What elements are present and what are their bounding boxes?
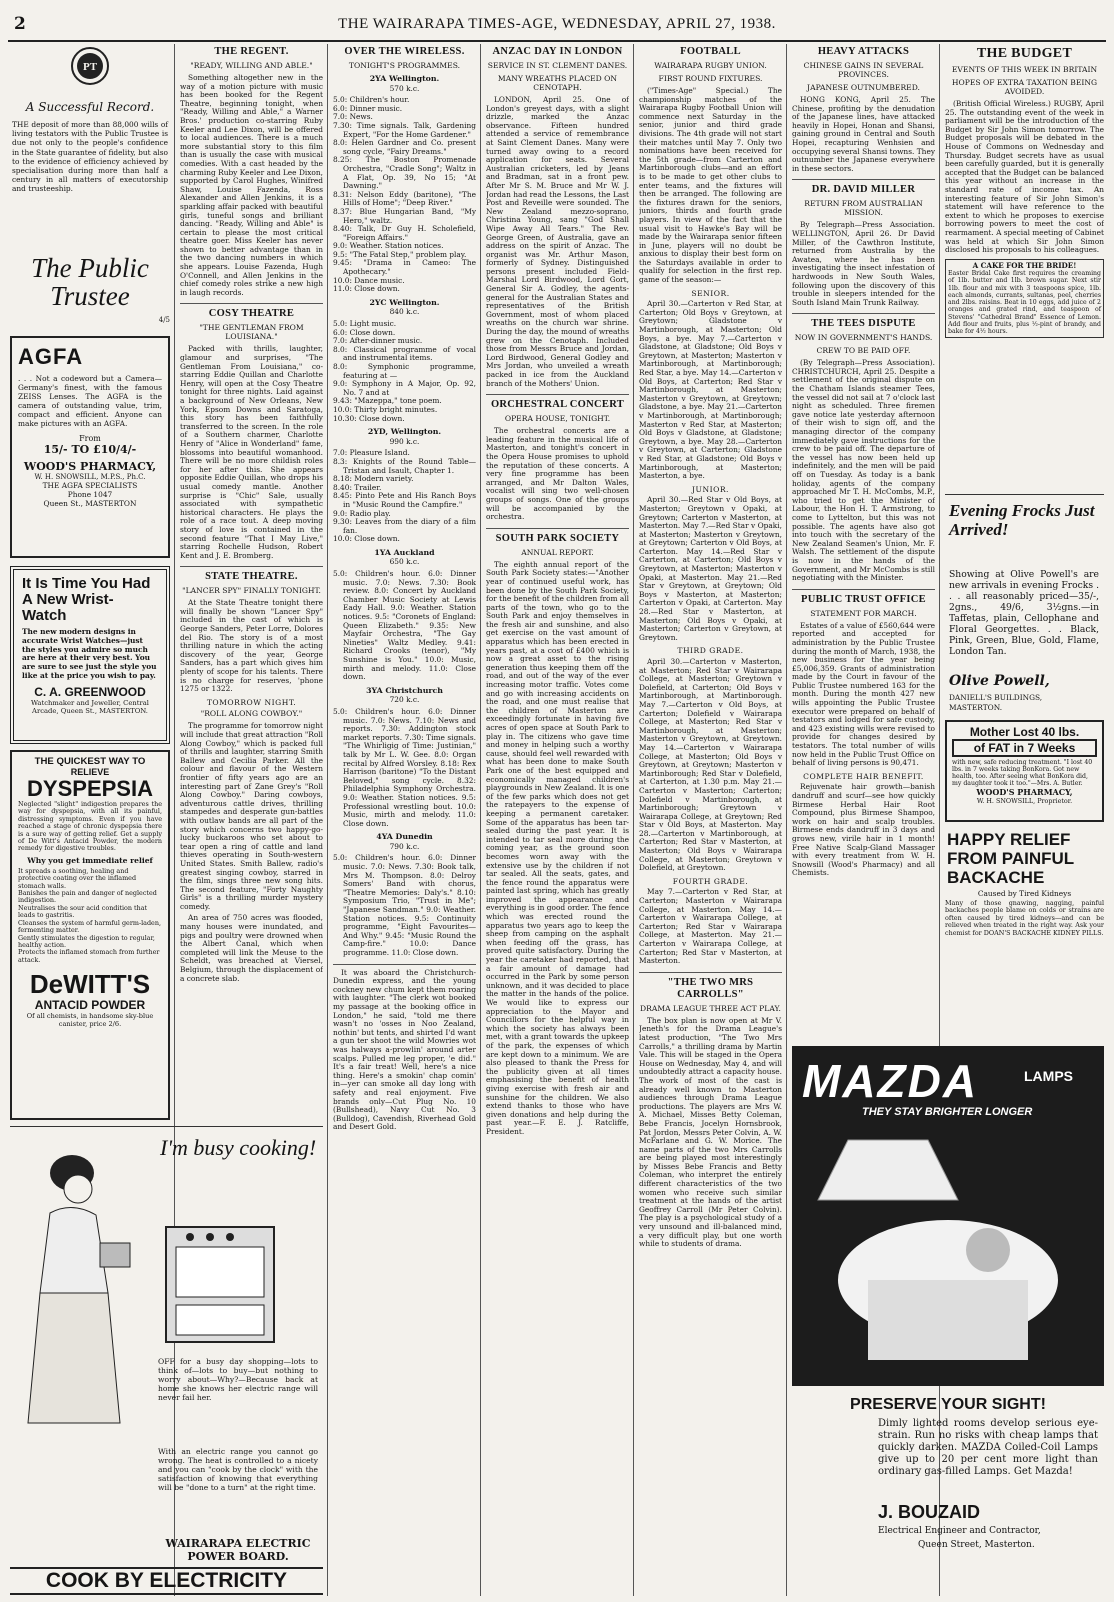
fourth-fixtures: May 7.—Carterton v Red Star, at Carterton; Masterton v Wairarapa College, at Masterton. May 14.—Carterton v Wairarapa College, at Carterton; Red Star v Wairarapa College, at Masterton. May 21.—Carterton v Wairarapa College, at Carterton; Red Star v Masterton, at Masterton.	[639, 887, 782, 966]
wireless-dek: TONIGHT'S PROGRAMMES.	[348, 61, 461, 70]
programme-item: 10.30: Close down.	[333, 413, 405, 423]
state-sub: TOMORROW NIGHT.	[206, 697, 297, 707]
electric-range-icon	[160, 1217, 280, 1347]
divider	[486, 394, 629, 395]
dyspepsia-word: DYSPEPSIA	[27, 776, 153, 801]
electric-body2: With an electric range you cannot go wrong. The heat is controlled to a nicety and you can "cook by the clock" with the satisfaction of knowing that everything will be "done to a turn" at the right time.	[158, 1447, 318, 1492]
watch-body: The new modern designs in accurate Wrist Watches—just the styles you admire so much are here at their very best. You are sure to see just the style you like at the price you wish to pay.	[22, 627, 157, 680]
heavy-dek2: JAPANESE OUTNUMBERED.	[807, 83, 920, 92]
programme-item: 10.0: Dance music.	[333, 275, 405, 285]
agfa-tag: THE AGFA SPECIALISTS	[42, 481, 138, 490]
state-title: STATE THEATRE.	[205, 571, 298, 583]
anzac-title: ANZAC DAY IN LONDON	[492, 46, 623, 57]
programme-item: 7.0: News.	[333, 112, 373, 122]
station-name: 3YA Christchurch	[366, 685, 443, 695]
divider	[180, 566, 323, 567]
station-name: 1YA Auckland	[374, 547, 435, 557]
mazda-sub1: Electrical Engineer and Contractor,	[878, 1526, 1041, 1536]
anzac-dek2: MANY WREATHS PLACED ON CENOTAPH.	[497, 74, 618, 92]
budget-dek: EVENTS OF THIS WEEK IN BRITAIN	[951, 65, 1098, 74]
dewitts-foot: Of all chemists, in handsome sky-blue canister, price 2/6.	[26, 1012, 154, 1029]
backache-head: HAPPY RELIEF FROM PAINFUL BACKACHE	[947, 830, 1074, 887]
programme-item: 7.0: Pleasure Island.	[333, 448, 410, 458]
regent-title: THE REGENT.	[214, 46, 289, 57]
trustee-code: 4/5	[158, 316, 170, 324]
southpark-dek: ANNUAL REPORT.	[521, 547, 594, 557]
watch-sub: Watchmaker and Jeweller, Central Arcade, Queen St., MASTERTON.	[31, 698, 149, 715]
carrolls-dek: DRAMA LEAGUE THREE ACT PLAY.	[640, 1003, 781, 1013]
mazda-lamps-ad	[792, 1046, 1104, 1596]
mazda-brand: MAZDA	[802, 1055, 979, 1107]
wristwatch-ad	[10, 566, 170, 744]
public-trustee-ad	[10, 46, 170, 331]
programme-item: 8.40: Talk, Dr Guy H. Scholefield, "Foreign Affairs."	[333, 224, 476, 242]
programme-item: 5.0: Light music.	[333, 319, 397, 329]
tees-dek: NOW IN GOVERNMENT'S HANDS.	[794, 333, 933, 343]
frocks-addr2: MASTERTON.	[949, 703, 1003, 712]
fourth-heading: FOURTH GRADE.	[672, 876, 749, 886]
column-rule	[786, 44, 787, 1596]
agfa-owner: W. H. SNOWSILL, M.P.S., Ph.C.	[34, 473, 146, 481]
junior-fixtures: April 30.—Red Star v Old Boys, at Masterton; Greytown v Opaki, at Greytown; Carterton v Masterton, at Masterton. May 7.—Red Star v Opaki, at Masterton; Masterton v Greytown, at Greytown; Carterton v Old Boys, at Carterton. May 14.—Red Star v Carterton, at Carterton; Old Boys v Greytown, at Masterton; Masterton v Opaki, at Masterton. May 21.—Red Star v Greytown, at Greytown; Old Boys v Masterton, at Masterton; Carterton v Opaki, at Carterton. May 28.—Red Star v Masterton, at Masterton; Old Boys v Opaki, at Masterton; Carterton v Greytown, at Greytown.	[639, 495, 782, 642]
electric-board: WAIRARAPA ELECTRIC POWER BOARD.	[165, 1537, 311, 1563]
electric-body1: OFF for a busy day shopping—lots to think of—lots to buy—but nothing to worry about—Why?—Because back at home she knows her electric range will never fail her.	[158, 1357, 318, 1402]
fat-body: with new, safe reducing treatment. "I lost 40 lbs. in 7 weeks taking BonKora. Got new health, too. After seeing what BonKora did, my daughter took it too."—Mrs. A. Butler.	[952, 759, 1093, 787]
state-body3: An area of 750 acres was flooded, many houses were inundated, and pigs and poultry were drowned when the Albert Canal, which when completed will link the Meuse to the Scheldt, was breached at Viersel, Belgium, through the displacement of a concrete slab.	[180, 913, 323, 983]
column-rule	[633, 44, 634, 1596]
fat-owner: W. H. SNOWSILL, Proprietor.	[976, 797, 1073, 805]
dyspepsia-points	[18, 868, 162, 964]
column-rule	[480, 44, 481, 1596]
budget-title: THE BUDGET	[976, 46, 1073, 61]
programme-item: 9.0: Radio play.	[333, 508, 391, 518]
state-dek2: "ROLL ALONG COWBOY."	[200, 709, 303, 719]
state-body2: The programme for tomorrow night will include that great attraction "Roll Along Cowboy," which is packed full of thrills and laughter, starring Smith Ballew and Cecilia Parker. All the colour and flavour of the Western frontier of fifty years ago are an interesting part of Zane Grey's "Roll Along Cowboy." Daring cowboys, adventurous cattle drives, thrilling stampedes and desperate gun-battles with outlaw bands are all part of the story which concerns two happy-go-lucky buckaroos who set about to tear open a ring of cattle and land thieves operating in South-western United States. Smith Ballew, radio's greatest singing cowboy, starred in the film, sings three new song hits. The second feature, "Forty Naughty Girls" is a thrilling murder mystery comedy.	[180, 721, 323, 911]
column-budget	[945, 44, 1104, 492]
cake-body: Easter Bridal Cake first requires the creaming of 1lb. butter and 1lb. brown sugar. Next stir 1lb. flour and mix with 3 teaspoons spice, 1lb. each almonds, currants, sultanas, peel, cherries and 2lbs. raisins. Beat in 10 eggs, add juice of 2 oranges and grated rind, and teaspoon of Stevens' "Cathedral Brand" Essence of Lemon. Add flour and fruits, plus ½-pint of brandy, and bake for 4½ hours.	[948, 270, 1101, 335]
agfa-price: 15/- TO £10/4/-	[43, 443, 137, 456]
mazda-head: PRESERVE YOUR SIGHT!	[850, 1396, 1046, 1413]
reading-lamp-illustration-icon	[808, 1130, 1088, 1380]
programme-item: 8.31: Nelson Eddy (baritone), "The Hills of Home"; "Deep River."	[333, 189, 476, 208]
frocks-script: Evening Frocks Just Arrived!	[949, 501, 1095, 539]
programme-item: 8.45: Pinto Pete and His Ranch Boys in "Music Round the Campfire."	[333, 491, 476, 509]
miller-body: By Telegraph—Press Association. WELLINGTON, April 26. Dr David Miller, of the Cawthron Institute, returned from Australia by the Awatea, where he has been investigating the insect infestation of hardwoods in New South Wales, following upon the discovery of this trouble in sleepers intended for the South Island Main Trunk Railway.	[792, 220, 935, 307]
station-frequency: 790 k.c.	[389, 841, 420, 851]
programme-item: 9.30: Leaves from the diary of a film fan.	[333, 517, 476, 535]
woman-illustration-icon	[10, 1133, 150, 1433]
frocks-name: Olive Powell,	[949, 673, 1050, 689]
watch-name: C. A. GREENWOOD	[34, 684, 146, 699]
fat-head2: of FAT in 7 Weeks	[952, 739, 1097, 757]
football-dek2: FIRST ROUND FIXTURES.	[658, 74, 763, 83]
programme-item: 7.0: After-dinner music.	[333, 336, 423, 346]
programme-item: 10.0: Thirty bright minutes.	[333, 404, 438, 414]
backache-sub: Caused by Tired Kidneys	[977, 889, 1072, 898]
programme-item: 5.0: Children's hour. 6.0: Dinner music. 7.0: News. 7.30: Book review. 8.0: Concert by Auckland Chamber Music Society at Lewis Eady Hall. 9.0: Weather. Station notices. 9.5: "Coronets of England: Queen Elizabeth." 9.35: New Mayfair Orchestra, "The Gay Nineties" Waltz Medley. 9.41: Richard Crooks (tenor), "My Sunshine is You." 10.0: Music, mirth and melody. 11.0: Close down.	[333, 569, 476, 682]
public-trustee-logo-icon	[70, 46, 110, 86]
state-dek: "LANCER SPY" FINALLY TONIGHT.	[182, 586, 321, 596]
junior-heading: JUNIOR.	[692, 484, 729, 494]
hair-body: Rejuvenate hair growth—banish dandruff and scurf—see how quickly Birmese Herbal Hair Root Compound, plus Birmese Shampoo, work on hair and scalp troubles. Birmese ends dandruff in 3 days and grows new, virile hair in 1 month! Free Native Scalp-Gland Massager with every treatment from W. H. Snowsill (Wood's Pharmacy) and all Chemists.	[792, 782, 935, 878]
programme-item: 9.43: "Mazeppa," tone poem.	[333, 396, 442, 406]
divider	[639, 972, 782, 973]
programme-item: 8.25: The Boston Promenade Orchestra, "Cradle Song"; Waltz in A Flat, Op. 39, No 15; "At Dawning."	[333, 155, 476, 191]
dewitts-product: ANTACID POWDER	[34, 998, 146, 1013]
frocks-addr1: DANIELL'S BUILDINGS,	[949, 693, 1043, 702]
programme-item: 8.18: Modern variety.	[333, 474, 414, 484]
southpark-body: The eighth annual report of the South Park Society states:—"Another year of continued useful work, has been done by the South Park Society, for the benefit of the children from all parts of the town, who go to the South Park and enjoy themselves in the fresh air and sunshine, and also get exercise on the vast amount of apparatus which has been erected in years past, at a cost of £400 which is now a great asset to the rising generation thus keeping them off the road, and out of the way of the ever increasing motor traffic. Votes come and go with increasing accidents on the road, and one must realise that the children of Masterton are exceedingly fortunate in having five acres of open space at South Park to play in. The citizens who gave time and money in helping such a worthy cause, should feel well rewarded with what has been done to make South Park one of the best equipped and economically managed children's playgrounds in New Zealand. It is one of the few parks which does not get the ratepayers to the expense of keeping a permanent caretaker. Some of the apparatus has been tar-sealed during the past year. It is intended to tar seal more during the coming year, as the ground soon becomes worn away with the extensive use by the children if not tar sealed. All the seats, gates, and the fence round the apparatus were painted last spring, which has greatly improved the appearance and everything is in good order. The fence which was erected round the apparatus two years ago to keep the sheep from camping on the asphalt when feeding off the grass, has proved quite satisfactory. During the year the caretaker had reported, that a fair amount of damage had occurred in the Park by some person unknown, and it was decided to place the matter in the hands of the police. We would like to express our appreciation to the Mayor and Councillors for the helpful way in which the society has always been met, with a grant towards the upkeep of the park, the expenses of which are kept down to a minimum. We are also pleased to thank the Press for the publicity given at all times emphasising the benefit of health giving exercise with fresh air and sunshine for the children. We also extend thanks to those who have given donations and help during the past year.—F. E. J. Ratcliffe, President.	[486, 559, 629, 1136]
mazda-body: Dimly lighted rooms develop serious eye-strain. Run no risks with cheap lamps that quickly darken. MAZDA Coiled-Coil Lamps give up to 20 per cent more light than ordinary gas-filled Lamps. Get Mazda!	[878, 1418, 1098, 1477]
dyspepsia-point: Gently stimulates the digestion to regular, healthy action.	[18, 933, 155, 949]
frocks-body: Showing at Olive Powell's are new arrivals in evening Frocks . . . all reasonably priced—35/-, 2gns., 49/6, 3½gns.—in Taffetas, plain, Cellophane and Floral Georgettes. . . Black, Pink, Green, Blue, Gold, Flame, London Tan.	[949, 569, 1099, 657]
column-wireless	[333, 44, 476, 1596]
programme-item: 9.0: Symphony in A Major, Op. 92, No. 7 and at	[333, 379, 476, 397]
miller-dek: RETURN FROM AUSTRALIAN MISSION.	[804, 199, 923, 218]
dyspepsia-point: It spreads a soothing, healing and protective coating over the inflamed stomach walls.	[18, 866, 137, 890]
agfa-from: From	[79, 434, 101, 443]
programme-item: 8.3: Knights of the Round Table—Tristan and Isault, Chapter 1.	[333, 456, 476, 475]
mazda-name: J. BOUZAID	[878, 1502, 981, 1522]
electric-range-ad	[10, 1126, 323, 1597]
trustee-heading: A Successful Record.	[25, 100, 155, 114]
station-frequency: 720 k.c.	[389, 695, 420, 705]
column-football	[639, 44, 782, 1596]
divider	[792, 313, 935, 314]
carrolls-title: "THE TWO MRS CARROLLS"	[667, 976, 754, 1000]
anzac-body: LONDON, April 25. One of London's greyest days, with a slight drizzle, marked the Anzac observance. Fifteen hundred attended a service of remembrance at Saint Clement Danes. Many were turned away owing to a record application for seats. Several Australian cricketers, led by Jeans and Bradman, sat in a front pew. After Mr S. M. Bruce and Mr W. J. Jordan had read the Lessons, the Last Post and Reveille were sounded. The New Zealand mezzo-soprano, Christina Young, sang "God Shall Wipe Away All Tears." The Rev. George Green, of Australia, gave an address on the spirit of Anzac. The organist was Mr. Arthur Mason, formerly of Sydney. Distinguished persons present included Field-Marshal Lord Birdwood, Lord Gort, General Sir A. Godley, the agents-general for the Australian States and representatives of the British Government, most of whom placed wreaths on the church war shrine. During the day, the mound of wreaths grew on the Cenotaph. Included those from Messrs Bruce and Jordan, Lord Birdwood, General Godley and Mrs Jordan, who unveiled a wreath packed in ice from the Auckland branch of the Mothers' Union.	[486, 95, 629, 388]
programme-item: 7.30: Time signals. Talk, Gardening Expert, "For the Home Gardener."	[333, 120, 476, 139]
carrolls-body: The box plan is now open at Mr V. Jeneth's for the Drama League's latest production, "The Two Mrs Carrolls," a thrilling drama by Martin Vale. This will be staged in the Opera House on Wednesday, May 4, and will undoubtedly attract a capacity house. The work of most of the cast is already well known to Masterton audiences through Drama League productions. The players are Mrs W. A. Michael, Misses Betty Coleman, Bebe Francis, Jocelyn Hornsbrook, Pat Jordon, Messrs Peter Colvin, A. W. McFarlane and G. W. Morice. The name parts of the two Mrs Carrolls are being played most interestingly by Misses Bebe Francis and Betty Coleman, who interpret the entirely different characteristics of the two women who receive such similar treatment at the hands of the artist Geoffrey Carroll (Mr Peter Colvin). The play is a psychological study of a very unsound and ill-balanced mind, a very difficult play, but one worth while to students of drama.	[639, 1015, 782, 1249]
mazda-sub2: Queen Street, Masterton.	[918, 1540, 1035, 1550]
evening-frocks-ad	[945, 494, 1104, 715]
tees-body: (By Telegraph—Press Association). CHRISTCHURCH, April 25. Despite a settlement of the original dispute on the Chatham Islands steamer Tees, the vessel did not sail at 7 o'clock last night as scheduled. Three firemen gave notice late yesterday afternoon of their wish to sign off, and the managing director of the company immediately gave instructions for the crew to be paid off. The departure of the vessel has now been held up indefinitely, and the men will be paid off on Tuesday. As today is a bank holiday, agents of the company approached Mr T. H. McCombs, M.P., who tried to get the Minister of Labour, the Hon H. T. Armstrong, to come to Lyttelton, but this was not possible. The agents have also got into touch with the secretary of the New Zealand Seamen's Union, Mr. F. Walsh. The settlement of the dispute is now in the hands of the Government, and Mr McCombs is still negotiating with the Minister.	[792, 358, 935, 583]
station-name: 2YA Wellington.	[369, 74, 440, 83]
programme-item: 5.0: Children's hour. 6.0: Dinner music. 7.0: News. 7.30: Book talk, Mrs M. Thompson. 8.0: Delroy Somers' Band with chorus, "Theatre Memories: Daly's." 8.10: Symposium Trio, "Trust in Me"; "Japanese Sandman." 9.0: Weather. Station notices. 9.5: Continuity programme, "Eight Favourites—And Why." 9.45: "Music Round the Camp-fire." 10.0: Dance programme. 11.0: Close down.	[333, 853, 476, 957]
heavy-title: HEAVY ATTACKS	[817, 46, 910, 57]
hair-heading: COMPLETE HAIR BENEFIT.	[803, 771, 924, 781]
football-dek: WAIRARAPA RUGBY UNION.	[654, 61, 767, 70]
programme-item: 10.0: Close down.	[333, 534, 400, 544]
programme-item: 11.0: Close down.	[333, 284, 400, 294]
divider	[180, 303, 323, 304]
anzac-dek: SERVICE IN ST. CLEMENT DANES.	[487, 61, 628, 70]
backache-body: Many of those gnawing, nagging, painful backaches people blame on colds or strains are often caused by tired kidneys—and can be relieved when treated in the right way. Ask your chemist for DOAN'S BACKACHE KIDNEY PILLS.	[945, 899, 1104, 937]
mazda-slogan: THEY STAY BRIGHTER LONGER	[862, 1106, 1033, 1118]
agfa-address: Queen St., MASTERTON	[43, 499, 137, 508]
dyspepsia-body: Neglected "slight" indigestion prepares the way for dyspepsia, with all its painful, distressing symptoms. Even if you have reached a stage of chronic dyspepsia there is a sure way of getting relief. Get a supply of De Witt's Antacid Powder, the modern remedy for digestive troubles.	[18, 800, 162, 853]
programme-item: 8.0: Symphonic programme, featuring at —	[333, 362, 476, 380]
station-name: 2YC Wellington.	[369, 297, 440, 307]
agfa-brand: AGFA	[18, 344, 84, 369]
cake-heading: A CAKE FOR THE BRIDE!	[972, 260, 1077, 270]
senior-heading: SENIOR.	[691, 288, 730, 298]
electric-banner: COOK BY ELECTRICITY	[10, 1567, 323, 1595]
station-frequency: 990 k.c.	[389, 436, 420, 446]
station-name: 4YA Dunedin	[376, 832, 433, 842]
station-list	[333, 75, 476, 958]
agfa-phone: Phone 1047	[67, 490, 113, 499]
trustee-name: The Public Trustee	[31, 253, 149, 311]
southpark-title: SOUTH PARK SOCIETY	[495, 532, 620, 544]
agfa-body: . . . Not a codeword but a Camera—Germany's finest, with the famous ZEISS Lenses. The AGFA is the camera of outstanding value, trim, compact and efficient. Anyone can make pictures with an AGFA.	[18, 374, 162, 428]
divider	[333, 964, 476, 965]
cake-box	[945, 259, 1104, 338]
backache-ad	[945, 830, 1104, 1030]
dyspepsia-point: Neutralises the sour acid condition that leads to gastritis.	[18, 903, 148, 920]
tees-title: THE TEES DISPUTE	[811, 318, 916, 330]
public-trustee-logo-text: PT	[82, 61, 98, 73]
publictrust-body: Estates of a value of £560,644 were reported and accepted for administration by the Public Trustee during the month of March, 1938, the new business for the year being £5,006,359. Grants of administration made by the Court in favour of the Public Trustee numbered 163 for the month. During the month 427 new wills appointing the Public Trustee executor were prepared on behalf of testators and lodged for safe custody, and 423 existing wills were revised to provide for changes desired by testators. The total number of wills now held in the Public Trust Office on behalf of living persons is 90,471.	[792, 620, 935, 768]
agfa-ad	[10, 336, 170, 558]
fat-shop: WOOD'S PHARMACY,	[976, 787, 1073, 797]
regent-body: Something altogether new in the way of a motion picture with music has been booked for the Regent Theatre, beginning tonight, when "Ready, Willing and Able," a Warner Bros.' production co-starring Ruby Keeler and Lee Dixon, will be offered to local audiences. There is a much more substantial story to this film than is usually the case with musical comedies. With a cast headed by the charming Ruby Keeler and Lee Dixon, supported by Carol Hughes, Winifred Shaw, Louise Fazenda, Ross Alexander and Allen Jenkins, it is a sparkling affair packed with beautiful girls, tuneful songs and brilliant dancing. "Ready, Willing and Able" is certain to please the most critical theatre goer. Miss Keeler has never shown to better advantage than in the two dancing numbers in which she appears. Louise Fazenda, Hugh O'Connell, and Allen Jenkins in the chief comedy roles strike a new high in laugh records.	[180, 73, 323, 297]
watch-headline: It Is Time You Had A New Wrist-Watch	[22, 575, 151, 624]
divider	[792, 179, 935, 180]
column-cables	[792, 44, 935, 1046]
football-body: ("Times-Age" Special.) The championship matches of the Wairarapa Rugby Football Union will commence next Saturday in the senior, junior and third grade divisions. The 4th grade will not start their matches until May 7. Only two nominations have been received for the 5th grade—from Carterton and Martinborough clubs—and an effort is to be made to get other clubs to enter teams, and the fixtures will then be arranged. The following are the fixtures drawn for the seniors, juniors, thirds and fourth grade players. In view of the fact that the usual visit to Hawke's Bay will be made by the Wairarapa senior fifteen in June, players will no doubt be anxious to display their best form on the Saturdays available in order to qualify for selection in the first rep. game of the season:—	[639, 86, 782, 285]
budget-body: (British Official Wireless.) RUGBY, April 25. The outstanding event of the week in parliament will be the introduction of the Budget by Sir John Simon tomorrow. The Budget proposals will be debated in the House of Commons on Wednesday and Thursday. Budget secrets have as usual been carefully guarded, but it is generally accepted that the Budget can be balanced this year without an increase in the standard rate of income tax. An interesting feature of Sir John Simon's statement will have reference to the extent to which he proposes to exercise borrowing powers to meet the cost of rearmament. A special meeting of Cabinet was held at which Sir John Simon disclosed his proposals to his colleagues.	[945, 99, 1104, 255]
divider	[486, 528, 629, 529]
miller-title: DR. DAVID MILLER	[811, 184, 916, 196]
orchestral-dek: OPERA HOUSE, TONIGHT.	[504, 414, 611, 424]
orchestral-title: ORCHESTRAL CONCERT	[490, 399, 625, 411]
dyspepsia-point: Cleanses the system of harmful germ-laden, fermenting matter.	[18, 918, 161, 935]
programme-item: 9.5: "The Fatal Step," problem play.	[333, 249, 467, 259]
third-heading: THIRD GRADE.	[677, 646, 744, 656]
cosy-title: COSY THEATRE	[208, 308, 295, 320]
programme-item: 9.0: Weather. Station notices.	[333, 241, 444, 251]
column-rule	[327, 44, 328, 1596]
programme-item: 8.37: Blue Hungarian Band, "My Hero," waltz.	[333, 206, 476, 225]
fat-head1: Mother Lost 40 lbs.	[969, 725, 1080, 739]
dyspepsia-point: Protects the inflamed stomach from further attack.	[18, 948, 160, 964]
masthead	[8, 12, 1106, 42]
tees-dek2: CREW TO BE PAID OFF.	[816, 346, 911, 356]
page-number: 2	[14, 14, 26, 34]
agfa-shop: WOOD'S PHARMACY,	[23, 460, 157, 473]
dewitts-brand: DeWITT'S	[29, 969, 151, 1000]
dyspepsia-why: Why you get immediate relief	[27, 855, 153, 865]
programme-item: 5.0: Children's hour.	[333, 95, 410, 105]
publictrust-title: PUBLIC TRUST OFFICE	[801, 593, 926, 605]
budget-dek2: HOPES OF EXTRA TAXATION BEING AVOIDED.	[951, 78, 1098, 96]
station-name: 2YD, Wellington.	[367, 427, 442, 437]
programme-item: 6.0: Close down.	[333, 327, 396, 337]
football-title: FOOTBALL	[680, 46, 741, 57]
station-frequency: 650 k.c.	[389, 557, 420, 567]
dyspepsia-ad	[10, 750, 170, 1120]
orchestral-body: The orchestral concerts are a leading feature in the musical life of Masterton, and tonight's concert in the Opera House promises to uphold the reputation of these concerts. A very fine programme has been arranged, and Mr Dalton Wales, vocalist will sing two well-chosen groups of songs. One of the groups will be accompanied by the orchestra.	[486, 426, 629, 522]
newspaper-title: THE WAIRARAPA TIMES-AGE, WEDNESDAY, APRIL 27, 1938.	[338, 16, 776, 32]
station-frequency: 840 k.c.	[389, 307, 420, 317]
dyspepsia-point: Banishes the pain and danger of neglected indigestion.	[18, 889, 157, 905]
cosy-dek: "THE GENTLEMAN FROM LOUISIANA."	[199, 323, 304, 342]
heavy-body: HONG KONG, April 25. The Chinese, profiting by the denudation of the Japanese lines, have attacked heavily in Hopei, Honan and Shansi, gaining ground in Central and South Hopei, recapturing Wenhsien and occupying several Shansi towns. They outnumber the Japanese everywhere in these sectors.	[792, 95, 935, 173]
station-frequency: 570 k.c.	[389, 83, 420, 93]
programme-item: 6.0: Dinner music.	[333, 103, 403, 113]
programme-item: 5.0: Children's hour. 6.0: Dinner music. 7.0: News. 7.10: News and reports. 7.30: Addington stock market reports. 7.30: Time signals. "The Whirligig of Time: Justinian," talk by Mr L. W. Gee. 8.0: Organ recital by Alfred Worsley. 8.18: Rex Harrison (baritone) "To the Distant Beloved," song cycle. 8.32: Philadelphia Symphony Orchestra. 9.0: Weather. Station notices. 9.5: Professional wrestling bout. 10.0: Music, mirth and melody. 11.0: Close down.	[333, 706, 476, 828]
programme-item: 8.0: Classical programme of vocal and instrumental items.	[333, 344, 476, 363]
dyspepsia-top: THE QUICKEST WAY TO	[34, 756, 146, 767]
state-body: At the State Theatre tonight there will finally be shown "Lancer Spy" included in the cast of which is George Sanders, Peter Lorre, Dolores del Rio. The story is of a most thrilling nature in which the acting discovery of the year, George Sanders, has a part which gives him plenty of scope for his talents. There is no charge for reserves, 'phone 1275 or 1322.	[180, 598, 323, 694]
dyspepsia-relieve: RELIEVE	[70, 767, 110, 777]
wireless-body: It was aboard the Christchurch-Dunedin express, and the young cockney new chum kept them roaring with laughter. "The clerk wot booked my passage at the booking office in London," he said, "told me there wasn't no 'osses in Noo Zealand, nothin' but tents, and shirted I'd want a gun ter shoot the wild Mowries wot was halways a-prowlin' around arter scalps. Pulled me leg proper, 'e did." It's a fair treat! Well, here's a nice thing. Here's a smokin' chap comin' in—yer can smoke all day long with safety and real enjoyment. Five brands only—Cut Plug No. 10 (Bullshead), Navy Cut No. 3 (Bulldog), Cavendish, Riverhead Gold and Desert Gold.	[333, 967, 476, 1132]
column-theatres	[180, 44, 323, 1104]
programme-item: 9.45: "Drama in Cameo: The Apothecary."	[333, 258, 476, 277]
trustee-body: THE deposit of more than 88,000 wills of living testators with the Public Trustee is due not only to the people's confidence in the State guarantee of fidelity, but also to the evidence of efficiency achieved by specialisation during more than half a century in all matters of executorship and trusteeship.	[12, 120, 168, 194]
third-fixtures: April 30.—Carterton v Masterton, at Masterton; Red Star v Wairarapa College, at Masterton; Greytown v Dolefield, at Carterton; Old Boys v Martinborough, at Martinborough. May 7.—Carterton v Old Boys, at Carterton; Dolefield v Wairarapa College, at Masterton; Red Star v Martinborough, at Masterton; Masterton v Greytown, at Greytown. May 14.—Carterton v Wairarapa College, at Masterton; Old Boys v Greytown, at Greytown; Masterton v Martinborough; Red Star v Dolefield, at Carterton, at 1.30 p.m. May 21.—Carterton v Masterton; Carterton; Dolefield v Martinborough, at Martinborough; Greytown v Wairarapa College, at Greytown; Red Star v Old Boys, at Masterton. May 28.—Carterton v Martinborough, at Carterton; Red Star v Masterton, at Masterton; Old Boys v Wairarapa College, at Masterton; Greytown v Dolefield, at Greytown.	[639, 657, 782, 873]
heavy-dek: CHINESE GAINS IN SEVERAL PROVINCES.	[803, 61, 924, 79]
bonkora-ad	[945, 720, 1104, 822]
cosy-body: Packed with thrills, laughter, glamour and surprises, "The Gentleman From Louisiana," co-starring Eddie Quillan and Charlotte Henry, will open at the Cosy Theatre tonight for three nights. Laid against a background of New Orleans, New York, Epsom Downs and Saratoga, this story has been faithfully transferred to the screen. In the role of a Southern charmer, Charlotte Henry of "Alice in Wonderland" fame, blossoms into beautiful womanhood. There will be no more childish roles for her after this. She appears opposite Eddie Quillan, who drops his usual comedy mantle. Another surprise is "Chic" Sale, usually associated with sympathetic historical characters. He plays the role of a race tout. A deep moving story of love is contained in the second feature "That I May Live," starring Rochelle Hudson, Robert Kent and J. E. Bromberg.	[180, 344, 323, 560]
mazda-lamps: LAMPS	[1024, 1068, 1073, 1084]
programme-item: 8.0: Helen Gardner and Co. present song cycle, "Fairy Dreams."	[333, 138, 476, 156]
publictrust-dek: STATEMENT FOR MARCH.	[810, 608, 917, 618]
wireless-title: OVER THE WIRELESS.	[344, 46, 465, 57]
senior-fixtures: April 30.—Carterton v Red Star, at Carterton; Old Boys v Greytown, at Greytown; Gladstone v Martinborough, at Masterton; Old Boys, a bye. May 7.—Carterton v Gladstone, at Gladstone; Old Boys v Greytown, at Masterton; Masterton v Martinborough, at Martinborough; Red Star, a bye. May 14.—Carterton v Old Boys, at Carterton; Red Star v Martinborough, at Masterton; Masterton v Greytown, at Greytown; Gladstone, a bye. May 21.—Carterton v Martinborough, at Martinborough; Masterton v Red Star, at Masterton; Old Boys v Gladstone, at Gladstone; Greytown, a bye. May 28.—Carterton v Greytown, at Carterton; Gladstone v Red Star, at Gladstone; Old Boys v Martinborough, at Masterton; Masterton, a bye.	[639, 299, 782, 481]
regent-dek: "READY, WILLING AND ABLE."	[190, 61, 313, 70]
electric-script: I'm busy cooking!	[160, 1135, 317, 1160]
programme-item: 8.40: Trailer.	[333, 482, 382, 492]
column-news	[486, 44, 629, 1596]
divider	[792, 589, 935, 590]
